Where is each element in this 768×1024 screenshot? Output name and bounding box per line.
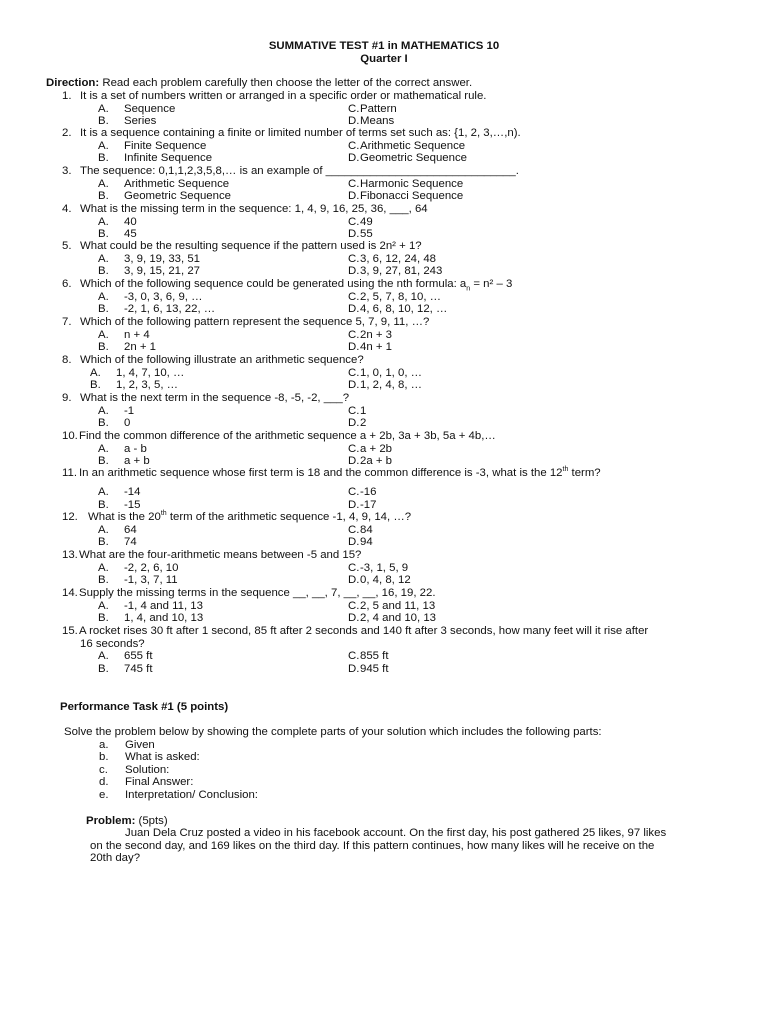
question-number: 2. xyxy=(62,127,72,139)
choice-d xyxy=(348,499,376,512)
choice-text: -3, 1, 5, 9 xyxy=(360,561,409,574)
choice-c xyxy=(348,103,397,116)
choice-a xyxy=(98,291,203,304)
part-letter: b. xyxy=(99,751,109,763)
choice-c xyxy=(348,405,366,418)
problem-line-1: Juan Dela Cruz posted a video in his facebook account. On the first day, his post gathered 25 likes, 97 likes xyxy=(125,827,667,839)
question-text: What are the four-arithmetic means between -5 and 15? xyxy=(79,549,362,561)
choice-letter: D. xyxy=(348,536,360,548)
superscript: th xyxy=(562,466,569,474)
choice-letter: A. xyxy=(98,177,109,190)
choice-text: a - b xyxy=(124,442,147,455)
choice-c xyxy=(348,178,463,191)
performance-task-title: Performance Task #1 (5 points) xyxy=(60,701,229,713)
choice-text: 3, 6, 12, 24, 48 xyxy=(360,252,436,265)
choice-letter: B. xyxy=(98,455,109,467)
choice-letter: B. xyxy=(98,190,109,202)
choice-text: 1, 2, 3, 5, … xyxy=(116,379,179,391)
choice-letter: C. xyxy=(348,486,360,498)
question-number: 5. xyxy=(62,240,72,252)
problem-label: Problem: xyxy=(86,815,136,827)
question-text-part: What is the 20 xyxy=(88,511,161,523)
choice-text: -17 xyxy=(360,498,377,511)
part-text: Final Answer: xyxy=(125,776,194,788)
problem-line-3: 20th day? xyxy=(90,852,141,864)
choice-letter: B. xyxy=(98,498,109,511)
page-subtitle: Quarter I xyxy=(360,53,408,65)
question-text-continued: 16 seconds? xyxy=(80,637,145,650)
question-number: 13. xyxy=(62,549,78,561)
question-text: A rocket rises 30 ft after 1 second, 85 ft after 2 seconds and 140 ft after 3 seconds, how many feet will it rise after xyxy=(79,625,649,637)
question-number: 3. xyxy=(62,165,72,177)
choice-a xyxy=(98,178,229,191)
question-number: 6. xyxy=(62,278,72,290)
choice-text: 2n + 3 xyxy=(360,328,392,341)
choice-text: 49 xyxy=(360,215,373,228)
choice-letter: D. xyxy=(348,662,360,675)
choice-text: 1, 0, 1, 0, … xyxy=(360,366,423,379)
choice-text: 2, 5 and 11, 13 xyxy=(360,599,436,612)
choice-a xyxy=(98,650,153,663)
choice-d xyxy=(348,341,392,354)
choice-letter: C. xyxy=(348,650,360,662)
choice-text: -1, 4 and 11, 13 xyxy=(124,599,203,612)
question-text xyxy=(80,278,512,291)
choice-letter: D. xyxy=(348,498,360,511)
choice-text: Pattern xyxy=(360,102,397,115)
choice-d xyxy=(348,574,411,587)
choice-text: 945 ft xyxy=(360,662,389,675)
choice-text: Arithmetic Sequence xyxy=(360,139,466,152)
direction xyxy=(46,77,472,90)
choice-text: -16 xyxy=(360,486,377,498)
choice-a xyxy=(98,600,203,613)
choice-letter: A. xyxy=(98,328,109,341)
choice-text: 94 xyxy=(360,536,373,548)
choice-b xyxy=(98,574,178,587)
choice-letter: A. xyxy=(98,252,109,265)
choice-d xyxy=(348,663,389,676)
part-letter: c. xyxy=(99,764,108,776)
choice-letter: C. xyxy=(348,139,360,152)
choice-letter: A. xyxy=(98,599,109,612)
choice-text: -15 xyxy=(124,498,141,511)
question-text: What is the missing term in the sequence: 1, 4, 9, 16, 25, 36, ___, 64 xyxy=(80,203,428,215)
choice-letter: C. xyxy=(348,328,360,341)
choice-text: 40 xyxy=(124,215,137,228)
problem-points: (5pts) xyxy=(135,815,168,827)
choice-b xyxy=(98,303,215,316)
choice-text: 4, 6, 8, 10, 12, … xyxy=(360,303,448,315)
choice-b xyxy=(90,379,178,392)
choice-text: 74 xyxy=(124,536,137,548)
choice-b xyxy=(98,499,140,512)
question-text xyxy=(88,511,411,524)
choice-letter: B. xyxy=(98,228,109,240)
choice-letter: B. xyxy=(98,574,109,586)
choice-letter: C. xyxy=(348,290,360,303)
choice-text: 3, 9, 27, 81, 243 xyxy=(360,265,443,277)
question-text: The sequence: 0,1,1,2,3,5,8,… is an example of ______________________________. xyxy=(80,165,519,177)
question-number: 11. xyxy=(62,467,77,479)
choice-letter: B. xyxy=(98,662,109,675)
choice-c xyxy=(348,216,373,229)
choice-text: 45 xyxy=(124,228,137,240)
choice-letter: D. xyxy=(348,379,360,391)
question-text-part: term of the arithmetic sequence -1, 4, 9, 14, …? xyxy=(166,511,412,523)
choice-d xyxy=(348,612,436,625)
choice-text: Harmonic Sequence xyxy=(360,177,464,190)
choice-letter: D. xyxy=(348,115,360,127)
question-number: 4. xyxy=(62,203,72,215)
choice-d xyxy=(348,303,447,316)
choice-b xyxy=(98,417,130,430)
choice-d xyxy=(348,417,366,430)
choice-letter: D. xyxy=(348,612,360,624)
choice-c xyxy=(348,650,389,663)
choice-letter: B. xyxy=(98,341,109,353)
choice-a xyxy=(98,140,206,153)
choice-text: Finite Sequence xyxy=(124,139,207,152)
choice-c xyxy=(348,486,376,499)
question-number: 1. xyxy=(62,90,72,102)
choice-d xyxy=(348,190,463,203)
choice-text: 1 xyxy=(360,404,367,417)
question-text: It is a set of numbers written or arranged in a specific order or mathematical rule. xyxy=(80,90,487,102)
choice-text: 655 ft xyxy=(124,650,153,662)
choice-text: -3, 0, 3, 6, 9, … xyxy=(124,290,203,303)
choice-text: 0, 4, 8, 12 xyxy=(360,574,411,586)
choice-b xyxy=(98,265,200,278)
choice-letter: C. xyxy=(348,561,360,574)
choice-a xyxy=(98,562,178,575)
choice-a xyxy=(98,329,150,342)
choice-letter: B. xyxy=(98,152,109,164)
question-text-part: = n² – 3 xyxy=(470,278,513,290)
choice-d xyxy=(348,265,442,278)
choice-letter: A. xyxy=(98,290,109,303)
choice-text: n + 4 xyxy=(124,328,150,341)
choice-text: 1, 4, 7, 10, … xyxy=(116,366,185,379)
choice-letter: A. xyxy=(98,215,109,228)
part-letter: d. xyxy=(99,776,109,788)
choice-text: 3, 9, 15, 21, 27 xyxy=(124,265,200,277)
page-title: SUMMATIVE TEST #1 in MATHEMATICS 10 xyxy=(268,40,500,52)
choice-text: Geometric Sequence xyxy=(360,152,468,164)
choice-letter: A. xyxy=(98,404,109,417)
choice-c xyxy=(348,562,408,575)
choice-text: 3, 9, 19, 33, 51 xyxy=(124,252,200,265)
choice-c xyxy=(348,329,392,342)
choice-text: 2 xyxy=(360,417,367,429)
choice-text: Series xyxy=(124,115,157,127)
choice-text: 2, 5, 7, 8, 10, … xyxy=(360,290,442,303)
choice-a xyxy=(90,367,184,380)
choice-b xyxy=(98,190,231,203)
question-text: Which of the following illustrate an arithmetic sequence? xyxy=(80,354,364,366)
part-letter: e. xyxy=(99,789,109,801)
choice-letter: C. xyxy=(348,404,360,417)
choice-d xyxy=(348,379,422,392)
choice-letter: B. xyxy=(90,379,101,391)
choice-text: Sequence xyxy=(124,102,176,115)
choice-text: Means xyxy=(360,115,395,127)
choice-letter: B. xyxy=(98,303,109,315)
choice-letter: C. xyxy=(348,366,360,379)
choice-c xyxy=(348,600,435,613)
choice-text: 4n + 1 xyxy=(360,341,392,353)
choice-letter: C. xyxy=(348,599,360,612)
choice-letter: A. xyxy=(90,366,101,379)
part-text: Interpretation/ Conclusion: xyxy=(125,789,258,801)
choice-text: 2, 4 and 10, 13 xyxy=(360,612,437,624)
question-text: It is a sequence containing a finite or limited number of terms set such as: {1, 2, 3,…,n). xyxy=(80,127,521,139)
choice-text: 745 ft xyxy=(124,662,153,675)
choice-letter: D. xyxy=(348,152,360,164)
choice-letter: B. xyxy=(98,536,109,548)
choice-letter: D. xyxy=(348,417,360,429)
choice-letter: C. xyxy=(348,215,360,228)
question-number: 7. xyxy=(62,316,72,328)
choice-text: 1, 2, 4, 8, … xyxy=(360,379,423,391)
choice-text: Geometric Sequence xyxy=(124,190,232,202)
choice-text: -1, 3, 7, 11 xyxy=(124,574,178,586)
question-text: What is the next term in the sequence -8, -5, -2, ___? xyxy=(80,392,350,404)
choice-letter: B. xyxy=(98,417,109,429)
choice-c xyxy=(348,443,392,456)
subscript: n xyxy=(466,285,471,293)
choice-letter: C. xyxy=(348,523,360,536)
choice-text: -2, 2, 6, 10 xyxy=(124,561,179,574)
choice-d xyxy=(348,536,373,549)
choice-letter: C. xyxy=(348,102,360,115)
choice-text: -2, 1, 6, 13, 22, … xyxy=(124,303,216,315)
choice-b xyxy=(98,536,137,549)
choice-letter: D. xyxy=(348,190,360,202)
part-text: Given xyxy=(125,739,155,751)
choice-letter: D. xyxy=(348,265,360,277)
choice-letter: A. xyxy=(98,523,109,536)
question-text-part: In an arithmetic sequence whose first term is 18 and the common difference is -3, what is the 12 xyxy=(79,467,563,479)
choice-text: Arithmetic Sequence xyxy=(124,177,230,190)
choice-a xyxy=(98,103,175,116)
choice-text: 55 xyxy=(360,228,373,240)
question-text: Find the common difference of the arithmetic sequence a + 2b, 3a + 3b, 5a + 4b,… xyxy=(79,430,496,442)
choice-letter: D. xyxy=(348,455,360,467)
question-number: 8. xyxy=(62,354,72,366)
question-number: 9. xyxy=(62,392,72,404)
choice-a xyxy=(98,524,137,537)
question-text: Which of the following pattern represent the sequence 5, 7, 9, 11, …? xyxy=(80,316,430,328)
question-number: 12. xyxy=(62,511,78,523)
question-number: 15. xyxy=(62,625,78,637)
choice-text: 84 xyxy=(360,523,373,536)
choice-text: a + b xyxy=(124,455,150,467)
choice-letter: B. xyxy=(98,115,109,127)
choice-b xyxy=(98,663,153,676)
performance-instruction: Solve the problem below by showing the complete parts of your solution which includes the following parts: xyxy=(64,726,602,738)
choice-letter: A. xyxy=(98,561,109,574)
problem-line-2: on the second day, and 169 likes on the third day. If this pattern continues, how many likes will he receive on the xyxy=(90,840,655,852)
choice-c xyxy=(348,140,465,153)
choice-letter: B. xyxy=(98,265,109,277)
choice-text: 64 xyxy=(124,523,137,536)
choice-a xyxy=(98,405,134,418)
choice-letter: A. xyxy=(98,650,109,662)
choice-letter: C. xyxy=(348,252,360,265)
choice-a xyxy=(98,216,137,229)
choice-letter: A. xyxy=(98,102,109,115)
choice-letter: C. xyxy=(348,442,360,455)
direction-label: Direction: xyxy=(46,77,100,89)
choice-b xyxy=(98,612,203,625)
choice-text: -14 xyxy=(124,486,141,498)
choice-text: Fibonacci Sequence xyxy=(360,190,464,202)
choice-a xyxy=(98,486,140,499)
choice-text: 0 xyxy=(124,417,131,429)
superscript: th xyxy=(160,510,167,518)
question-text-part: Which of the following sequence could be generated using the nth formula: a xyxy=(80,278,467,290)
choice-text: a + 2b xyxy=(360,442,392,455)
part-letter: a. xyxy=(99,739,109,751)
choice-text: 2a + b xyxy=(360,455,392,467)
question-text: What could be the resulting sequence if the pattern used is 2n² + 1? xyxy=(80,240,422,252)
choice-letter: D. xyxy=(348,303,360,315)
choice-letter: A. xyxy=(98,139,109,152)
question-number: 10. xyxy=(62,430,78,442)
choice-c xyxy=(348,253,436,266)
choice-b xyxy=(98,152,212,165)
choice-text: Infinite Sequence xyxy=(124,152,213,164)
part-text: What is asked: xyxy=(125,751,200,763)
question-number: 14. xyxy=(62,587,78,599)
choice-b xyxy=(98,341,156,354)
choice-text: 2n + 1 xyxy=(124,341,156,353)
choice-letter: D. xyxy=(348,228,360,240)
choice-c xyxy=(348,367,422,380)
choice-a xyxy=(98,443,147,456)
choice-text: -1 xyxy=(124,404,135,417)
part-text: Solution: xyxy=(125,764,170,776)
choice-c xyxy=(348,524,373,537)
choice-text: 1, 4, and 10, 13 xyxy=(124,612,204,624)
choice-letter: D. xyxy=(348,574,360,586)
choice-a xyxy=(98,253,200,266)
choice-letter: A. xyxy=(98,442,109,455)
choice-c xyxy=(348,291,441,304)
direction-text: Read each problem carefully then choose the letter of the correct answer. xyxy=(99,77,473,89)
choice-text: 855 ft xyxy=(360,650,389,662)
question-text xyxy=(79,467,601,480)
choice-letter: D. xyxy=(348,341,360,353)
choice-letter: B. xyxy=(98,612,109,624)
choice-d xyxy=(348,152,467,165)
question-text-part: term? xyxy=(568,467,601,479)
choice-letter: A. xyxy=(98,486,109,498)
choice-letter: C. xyxy=(348,177,360,190)
question-text: Supply the missing terms in the sequence __, __, 7, __, __, 16, 19, 22. xyxy=(79,587,436,599)
